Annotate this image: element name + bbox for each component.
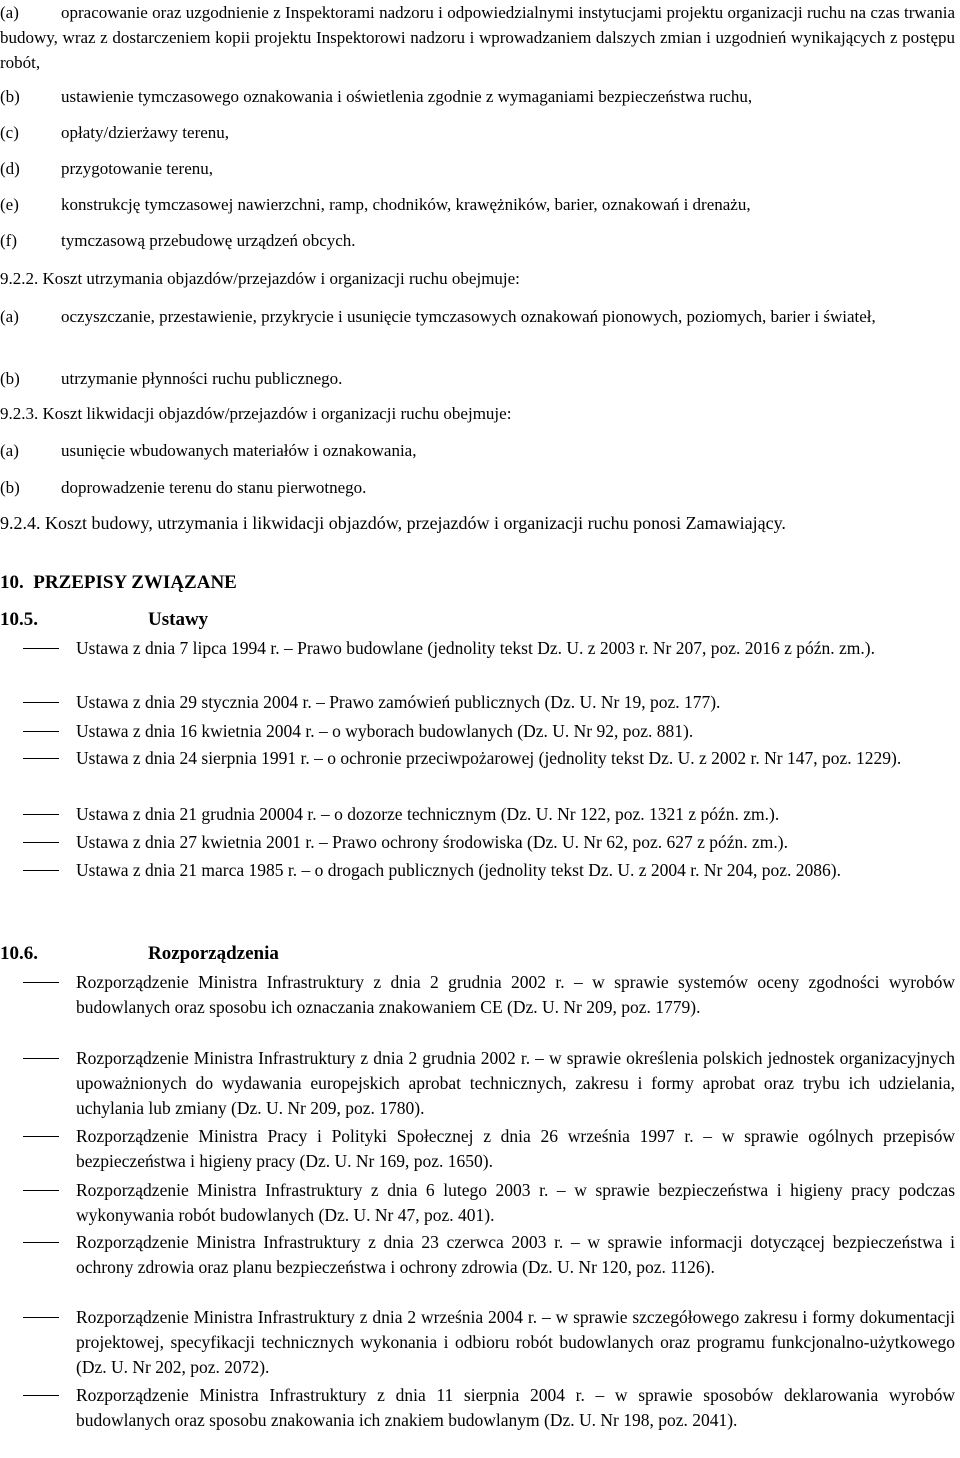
- item-text: usunięcie wbudowanych materiałów i oznakowania,: [61, 441, 417, 460]
- item-label: (a): [0, 307, 19, 326]
- regulation-text: Rozporządzenie Ministra Infrastruktury z dnia 23 czerwca 2003 r. – w sprawie informacji dotyczącej bezpieczeństwa i ochrony zdrowia oraz planu bezpieczeństwa i ochrony zdrowia (Dz. U. Nr 120, poz. 1126).: [76, 1232, 955, 1277]
- dash-bullet: [23, 731, 59, 732]
- section-10-heading: 10. PRZEPISY ZWIĄZANE: [0, 572, 237, 593]
- section-9-2-2-item-a: [0, 304, 955, 329]
- item-label: (d): [0, 159, 20, 178]
- section-number: 10.6.: [0, 943, 38, 964]
- law-text: Ustawa z dnia 21 grudnia 20004 r. – o dozorze technicznym (Dz. U. Nr 122, poz. 1321 z późn. zm.).: [76, 804, 780, 824]
- item-text: opracowanie oraz uzgodnienie z Inspektorami nadzoru i odpowiedzialnymi instytucjami projektu organizacji ruchu na czas trwania budowy, wraz z dostarczeniem kopii projektu Inspektorowi nadzoru i wprowadzaniem dalszych zmian i uzgodnień wynikających z postępu robót,: [0, 3, 955, 72]
- dash-bullet: [23, 1058, 59, 1059]
- dash-bullet: [23, 982, 59, 983]
- section-number: 10.5.: [0, 609, 38, 630]
- item-text: oczyszczanie, przestawienie, przykrycie i usunięcie tymczasowych oznakowań pionowych, poziomych, barier i świateł,: [61, 307, 876, 326]
- dash-bullet: [23, 870, 59, 871]
- section-title: Rozporządzenia: [148, 943, 279, 964]
- law-text: Ustawa z dnia 24 sierpnia 1991 r. – o ochronie przeciwpożarowej (jednolity tekst Dz. U. z 2002 r. Nr 147, poz. 1229).: [76, 748, 902, 768]
- item-text: konstrukcję tymczasowej nawierzchni, ramp, chodników, krawężników, barier, oznakowań i drenażu,: [61, 195, 751, 214]
- item-label: (f): [0, 231, 17, 250]
- regulation-text: Rozporządzenie Ministra Pracy i Polityki Społecznej z dnia 26 września 1997 r. – w sprawie ogólnych przepisów bezpieczeństwa i higieny pracy (Dz. U. Nr 169, poz. 1650).: [76, 1126, 955, 1171]
- regulation-text: Rozporządzenie Ministra Infrastruktury z dnia 2 grudnia 2002 r. – w sprawie określenia polskich jednostek organizacyjnych upoważnionych do wydawania europejskich aprobat technicznych, zakresu i formy aprobat oraz trybu ich udzielania, uchylania lub zmiany (Dz. U. Nr 209, poz. 1780).: [76, 1048, 955, 1118]
- item-label: (c): [0, 123, 19, 142]
- section-title: Ustawy: [148, 609, 209, 630]
- dash-bullet: [23, 1317, 59, 1318]
- regulation-text: Rozporządzenie Ministra Infrastruktury z dnia 2 września 2004 r. – w sprawie szczegółowego zakresu i formy dokumentacji projektowej, specyfikacji technicznych wykonania i odbioru robót budowlanych oraz programu funkcjonalno-użytkowego (Dz. U. Nr 202, poz. 2072).: [76, 1307, 955, 1377]
- regulation-text: Rozporządzenie Ministra Infrastruktury z dnia 6 lutego 2003 r. – w sprawie bezpieczeństwa i higieny pracy podczas wykonywania robót budowlanych (Dz. U. Nr 47, poz. 401).: [76, 1180, 955, 1225]
- item-label: (a): [0, 441, 19, 460]
- regulation-text: Rozporządzenie Ministra Infrastruktury z dnia 2 grudnia 2002 r. – w sprawie systemów oceny zgodności wyrobów budowlanych oraz sposobu ich oznaczania znakowaniem CE (Dz. U. Nr 209, poz. 1779).: [76, 972, 955, 1017]
- law-text: Ustawa z dnia 27 kwietnia 2001 r. – Prawo ochrony środowiska (Dz. U. Nr 62, poz. 627 z późn. zm.).: [76, 832, 788, 852]
- dash-bullet: [23, 1190, 59, 1191]
- law-text: Ustawa z dnia 29 stycznia 2004 r. – Prawo zamówień publicznych (Dz. U. Nr 19, poz. 177).: [76, 692, 721, 712]
- section-10-5-heading: [0, 607, 209, 632]
- dash-bullet: [23, 702, 59, 703]
- item-text: tymczasową przebudowę urządzeń obcych.: [61, 231, 356, 250]
- item-text: przygotowanie terenu,: [61, 159, 213, 178]
- item-text: doprowadzenie terenu do stanu pierwotnego.: [61, 478, 367, 497]
- dash-bullet: [23, 1395, 59, 1396]
- section-9-2-3-title: 9.2.3. Koszt likwidacji objazdów/przejazdów i organizacji ruchu obejmuje:: [0, 404, 512, 423]
- dash-bullet: [23, 814, 59, 815]
- item-label: (b): [0, 369, 20, 388]
- section-9-2-2-title: 9.2.2. Koszt utrzymania objazdów/przejazdów i organizacji ruchu obejmuje:: [0, 269, 520, 288]
- section-10-6-heading: [0, 941, 279, 966]
- dash-bullet: [23, 1136, 59, 1137]
- item-label: (e): [0, 195, 19, 214]
- item-text: utrzymanie płynności ruchu publicznego.: [61, 369, 343, 388]
- dash-bullet: [23, 648, 59, 649]
- dash-bullet: [23, 842, 59, 843]
- law-text: Ustawa z dnia 21 marca 1985 r. – o drogach publicznych (jednolity tekst Dz. U. z 2004 r. Nr 204, poz. 2086).: [76, 860, 841, 880]
- regulation-text: Rozporządzenie Ministra Infrastruktury z dnia 11 sierpnia 2004 r. – w sprawie sposobów deklarowania wyrobów budowlanych oraz sposobu znakowania ich znakiem budowlanym (Dz. U. Nr 198, poz. 2041).: [76, 1385, 955, 1430]
- item-text: opłaty/dzierżawy terenu,: [61, 123, 230, 142]
- item-label: (b): [0, 87, 20, 106]
- item-label: (b): [0, 478, 20, 497]
- intro-item-a: [0, 0, 955, 75]
- item-text: ustawienie tymczasowego oznakowania i oświetlenia zgodnie z wymaganiami bezpieczeństwa ruchu,: [61, 87, 753, 106]
- law-text: Ustawa z dnia 7 lipca 1994 r. – Prawo budowlane (jednolity tekst Dz. U. z 2003 r. Nr 207, poz. 2016 z późn. zm.).: [76, 638, 875, 658]
- item-label: (a): [0, 3, 19, 22]
- section-9-2-4-title: 9.2.4. Koszt budowy, utrzymania i likwidacji objazdów, przejazdów i organizacji ruchu ponosi Zamawiający.: [0, 513, 786, 533]
- law-text: Ustawa z dnia 16 kwietnia 2004 r. – o wyborach budowlanych (Dz. U. Nr 92, poz. 881).: [76, 721, 694, 741]
- dash-bullet: [23, 758, 59, 759]
- dash-bullet: [23, 1242, 59, 1243]
